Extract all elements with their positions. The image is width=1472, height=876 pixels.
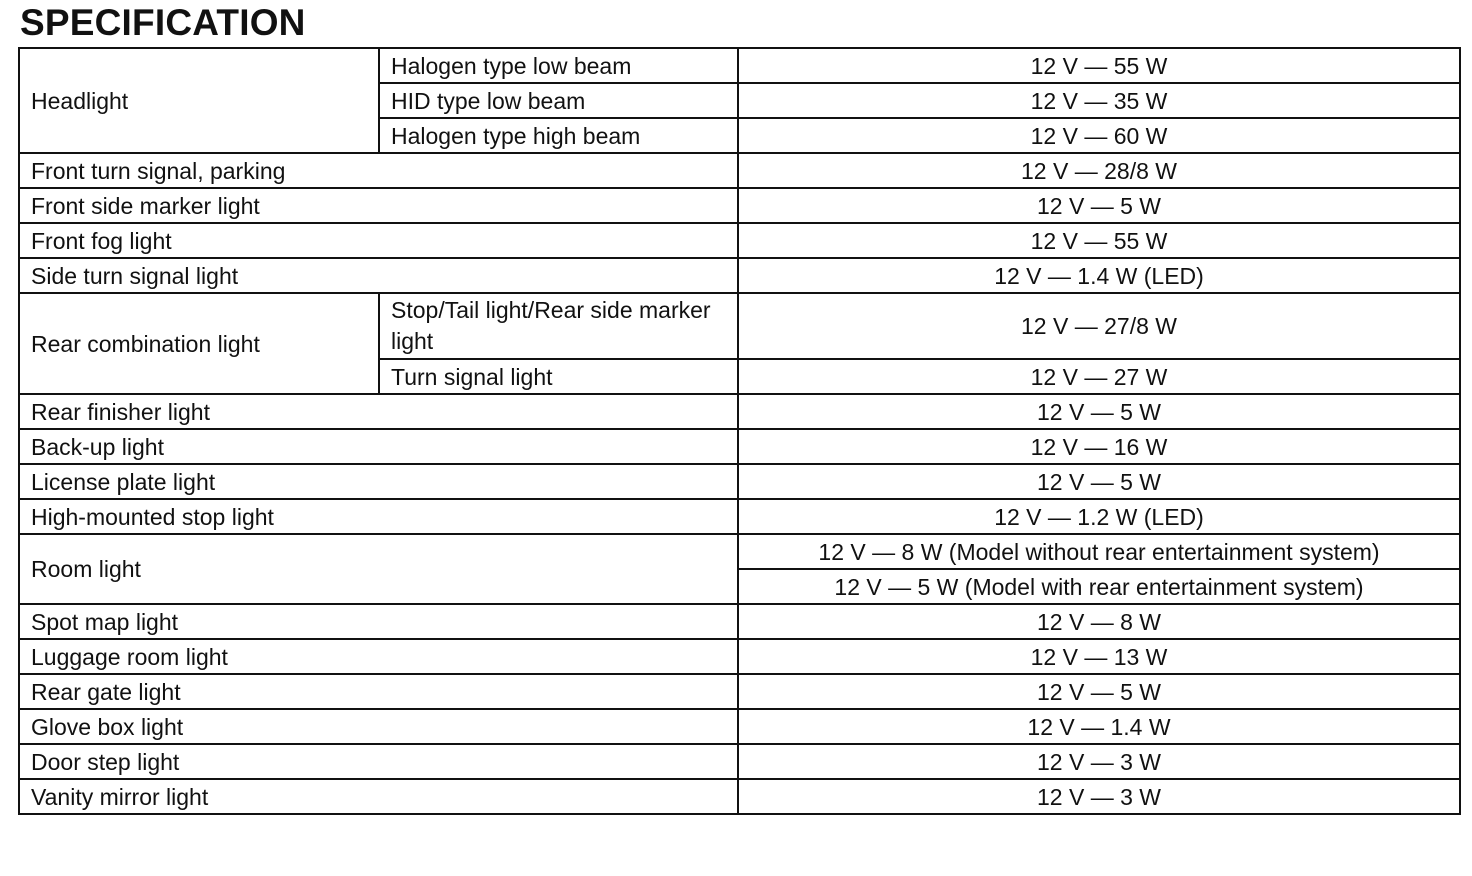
item-label: Side turn signal light: [19, 258, 738, 293]
table-row: [19, 258, 1460, 293]
item-value: 12 V — 5 W: [738, 188, 1460, 223]
specification-table: [18, 47, 1461, 815]
item-label: Spot map light: [19, 604, 738, 639]
table-row: [19, 188, 1460, 223]
item-value: 12 V — 55 W: [738, 48, 1460, 83]
table-row: [19, 153, 1460, 188]
table-row: [19, 779, 1460, 814]
table-row: [19, 534, 1460, 569]
item-label-rear-combination: Rear combination light: [19, 293, 379, 394]
item-value: 12 V — 28/8 W: [738, 153, 1460, 188]
item-value: 12 V — 1.4 W: [738, 709, 1460, 744]
item-label: Door step light: [19, 744, 738, 779]
page-title: SPECIFICATION: [20, 2, 306, 43]
sub-item-label: Halogen type low beam: [379, 48, 738, 83]
item-value: 12 V — 1.2 W (LED): [738, 499, 1460, 534]
item-label: License plate light: [19, 464, 738, 499]
item-value: 12 V — 27/8 W: [738, 293, 1460, 359]
item-value: 12 V — 55 W: [738, 223, 1460, 258]
item-label: Front turn signal, parking: [19, 153, 738, 188]
table-row: [19, 674, 1460, 709]
item-value: 12 V — 3 W: [738, 779, 1460, 814]
item-value: 12 V — 27 W: [738, 359, 1460, 394]
table-row: [19, 499, 1460, 534]
table-row: [19, 464, 1460, 499]
item-value: 12 V — 16 W: [738, 429, 1460, 464]
sub-item-label: HID type low beam: [379, 83, 738, 118]
item-value: 12 V — 8 W: [738, 604, 1460, 639]
table-row: [19, 293, 1460, 359]
item-label: Rear finisher light: [19, 394, 738, 429]
item-value: 12 V — 5 W: [738, 464, 1460, 499]
item-value: 12 V — 5 W (Model with rear entertainment system): [738, 569, 1460, 604]
table-row: [19, 223, 1460, 258]
item-label: Vanity mirror light: [19, 779, 738, 814]
item-value: 12 V — 35 W: [738, 83, 1460, 118]
sub-item-label: Turn signal light: [379, 359, 738, 394]
item-value: 12 V — 1.4 W (LED): [738, 258, 1460, 293]
item-label: Back-up light: [19, 429, 738, 464]
item-label-room: Room light: [19, 534, 738, 604]
item-label: Rear gate light: [19, 674, 738, 709]
table-row: [19, 604, 1460, 639]
table-row: [19, 48, 1460, 83]
table-row: [19, 744, 1460, 779]
item-value: 12 V — 13 W: [738, 639, 1460, 674]
item-label: Front side marker light: [19, 188, 738, 223]
sub-item-label: Halogen type high beam: [379, 118, 738, 153]
item-label-headlight: Headlight: [19, 48, 379, 153]
item-value: 12 V — 5 W: [738, 394, 1460, 429]
table-row: [19, 429, 1460, 464]
item-label: Glove box light: [19, 709, 738, 744]
item-value: 12 V — 60 W: [738, 118, 1460, 153]
item-label: High-mounted stop light: [19, 499, 738, 534]
item-value: 12 V — 5 W: [738, 674, 1460, 709]
sub-item-label: Stop/Tail light/Rear side marker light: [379, 293, 738, 359]
table-row: [19, 639, 1460, 674]
item-value: 12 V — 3 W: [738, 744, 1460, 779]
table-row: [19, 709, 1460, 744]
item-label: Front fog light: [19, 223, 738, 258]
table-row: [19, 394, 1460, 429]
item-value: 12 V — 8 W (Model without rear entertainment system): [738, 534, 1460, 569]
item-label: Luggage room light: [19, 639, 738, 674]
